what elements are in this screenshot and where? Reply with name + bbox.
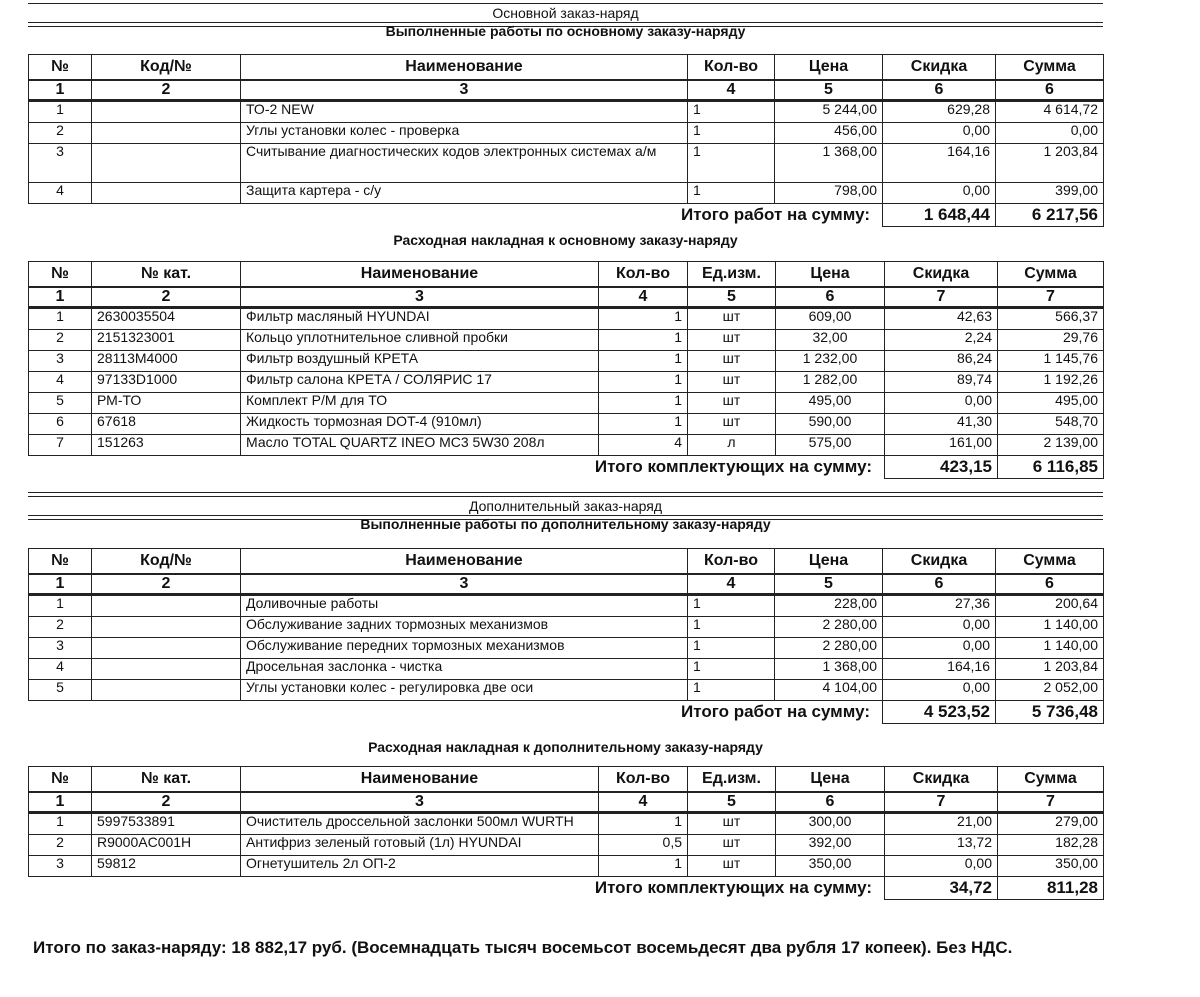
cell-discount: 27,36 — [883, 595, 996, 617]
cell-price: 575,00 — [776, 435, 885, 456]
cell-n: 2 — [29, 835, 92, 856]
column-number: 1 — [29, 792, 92, 813]
column-header: Кол-во — [599, 767, 688, 793]
cell-code — [92, 101, 241, 123]
column-header: № — [29, 55, 92, 81]
column-header: Скидка — [883, 55, 996, 81]
cell-name: Огнетушитель 2л ОП-2 — [241, 856, 599, 877]
column-number: 6 — [883, 574, 996, 595]
header-row — [29, 549, 1104, 575]
total-discount: 34,72 — [885, 877, 998, 900]
cell-name: Обслуживание передних тормозных механизмов — [241, 638, 688, 659]
cell-sum: 399,00 — [996, 183, 1104, 204]
cell-name: Антифриз зеленый готовый (1л) HYUNDAI — [241, 835, 599, 856]
column-number: 5 — [688, 287, 776, 308]
cell-qty: 1 — [599, 393, 688, 414]
header-row — [29, 767, 1104, 793]
cell-n: 1 — [29, 308, 92, 330]
column-number: 5 — [775, 80, 883, 101]
cell-price: 590,00 — [776, 414, 885, 435]
total-row — [29, 204, 1104, 227]
column-number: 7 — [998, 792, 1104, 813]
cell-sum: 1 145,76 — [998, 351, 1104, 372]
cell-name: Обслуживание задних тормозных механизмов — [241, 617, 688, 638]
cell-discount: 0,00 — [883, 680, 996, 701]
cell-qty: 1 — [688, 101, 775, 123]
cell-code: 28113M4000 — [92, 351, 241, 372]
table-row — [29, 638, 1104, 659]
cell-qty: 1 — [599, 856, 688, 877]
cell-n: 4 — [29, 659, 92, 680]
total-discount: 4 523,52 — [883, 701, 996, 724]
cell-code: 151263 — [92, 435, 241, 456]
cell-n: 1 — [29, 101, 92, 123]
cell-qty: 1 — [688, 638, 775, 659]
table-row — [29, 101, 1104, 123]
cell-n: 3 — [29, 351, 92, 372]
total-label: Итого комплектующих на сумму: — [594, 457, 872, 477]
main-works-title: Выполненные работы по основному заказу-наряду — [385, 23, 746, 39]
column-header: № кат. — [92, 767, 241, 793]
cell-price: 300,00 — [776, 813, 885, 835]
cell-price: 4 104,00 — [775, 680, 883, 701]
total-label: Итого комплектующих на сумму: — [594, 878, 872, 898]
cell-code: РМ-ТО — [92, 393, 241, 414]
column-number: 5 — [688, 792, 776, 813]
cell-price: 1 232,00 — [776, 351, 885, 372]
cell-price: 228,00 — [775, 595, 883, 617]
column-number: 4 — [688, 574, 775, 595]
table-row — [29, 659, 1104, 680]
cell-sum: 1 192,26 — [998, 372, 1104, 393]
column-number: 6 — [996, 574, 1104, 595]
column-number: 3 — [241, 80, 688, 101]
main-parts-table — [28, 261, 1104, 479]
cell-qty: 1 — [688, 123, 775, 144]
cell-n: 4 — [29, 372, 92, 393]
table-row — [29, 835, 1104, 856]
cell-n: 3 — [29, 638, 92, 659]
cell-sum: 495,00 — [998, 393, 1104, 414]
table-row — [29, 680, 1104, 701]
cell-sum: 2 139,00 — [998, 435, 1104, 456]
cell-code — [92, 638, 241, 659]
cell-sum: 29,76 — [998, 330, 1104, 351]
column-number: 3 — [241, 792, 599, 813]
cell-sum: 1 140,00 — [996, 617, 1104, 638]
cell-sum: 566,37 — [998, 308, 1104, 330]
cell-sum: 4 614,72 — [996, 101, 1104, 123]
cell-qty: 1 — [599, 351, 688, 372]
column-header: № — [29, 549, 92, 575]
cell-discount: 0,00 — [883, 183, 996, 204]
cell-qty: 1 — [599, 330, 688, 351]
column-header: Сумма — [998, 262, 1104, 288]
column-header: Скидка — [883, 549, 996, 575]
cell-sum: 182,28 — [998, 835, 1104, 856]
cell-code: 67618 — [92, 414, 241, 435]
cell-qty: 1 — [688, 183, 775, 204]
table-row — [29, 856, 1104, 877]
cell-unit: л — [688, 435, 776, 456]
column-number: 2 — [92, 792, 241, 813]
column-number: 3 — [241, 574, 688, 595]
column-number: 1 — [29, 287, 92, 308]
header-row — [29, 262, 1104, 288]
column-header: № кат. — [92, 262, 241, 288]
total-sum: 5 736,48 — [996, 701, 1104, 724]
column-header: Ед.изм. — [688, 262, 776, 288]
column-number: 6 — [776, 792, 885, 813]
cell-code — [92, 123, 241, 144]
table-row — [29, 144, 1104, 183]
column-number: 4 — [599, 287, 688, 308]
cell-unit: шт — [688, 813, 776, 835]
main-parts-title: Расходная накладная к основному заказу-наряду — [393, 232, 738, 248]
column-header: Кол-во — [688, 55, 775, 81]
cell-discount: 13,72 — [885, 835, 998, 856]
cell-qty: 1 — [599, 372, 688, 393]
table-row — [29, 393, 1104, 414]
cell-price: 456,00 — [775, 123, 883, 144]
cell-name: Дросельная заслонка - чистка — [241, 659, 688, 680]
column-number: 2 — [92, 80, 241, 101]
column-number: 6 — [883, 80, 996, 101]
total-sum: 811,28 — [998, 877, 1104, 900]
total-label: Итого работ на сумму: — [681, 702, 870, 722]
cell-name: Очиститель дроссельной заслонки 500мл WURTH — [241, 813, 599, 835]
main-order-section-title: Основной заказ-наряд — [28, 3, 1103, 23]
cell-unit: шт — [688, 835, 776, 856]
column-header: Скидка — [885, 262, 998, 288]
cell-price: 798,00 — [775, 183, 883, 204]
cell-qty: 1 — [599, 813, 688, 835]
cell-sum: 1 203,84 — [996, 659, 1104, 680]
column-number: 7 — [885, 287, 998, 308]
cell-sum: 1 140,00 — [996, 638, 1104, 659]
cell-unit: шт — [688, 330, 776, 351]
column-header: Сумма — [996, 55, 1104, 81]
cell-code: 2630035504 — [92, 308, 241, 330]
cell-unit: шт — [688, 351, 776, 372]
cell-discount: 41,30 — [885, 414, 998, 435]
cell-code — [92, 144, 241, 183]
additional-order-section-title: Дополнительный заказ-наряд — [28, 496, 1103, 516]
column-number-row — [29, 287, 1104, 308]
cell-code: 2151323001 — [92, 330, 241, 351]
cell-code: 59812 — [92, 856, 241, 877]
cell-sum: 0,00 — [996, 123, 1104, 144]
table-row — [29, 372, 1104, 393]
column-header: Цена — [775, 55, 883, 81]
cell-discount: 42,63 — [885, 308, 998, 330]
table-row — [29, 123, 1104, 144]
cell-unit: шт — [688, 856, 776, 877]
column-number: 7 — [885, 792, 998, 813]
table-row — [29, 308, 1104, 330]
cell-discount: 0,00 — [883, 638, 996, 659]
cell-discount: 0,00 — [883, 617, 996, 638]
cell-n: 2 — [29, 123, 92, 144]
column-header: Наименование — [241, 767, 599, 793]
cell-price: 392,00 — [776, 835, 885, 856]
total-label: Итого работ на сумму: — [681, 205, 870, 225]
total-sum: 6 217,56 — [996, 204, 1104, 227]
cell-name: Углы установки колес - проверка — [241, 123, 688, 144]
main-works-table — [28, 54, 1104, 227]
cell-name: Фильтр салона КРЕТА / СОЛЯРИС 17 — [241, 372, 599, 393]
cell-price: 350,00 — [776, 856, 885, 877]
cell-code: 97133D1000 — [92, 372, 241, 393]
header-row — [29, 55, 1104, 81]
cell-price: 1 368,00 — [775, 144, 883, 183]
cell-sum: 548,70 — [998, 414, 1104, 435]
cell-qty: 1 — [688, 617, 775, 638]
cell-discount: 164,16 — [883, 659, 996, 680]
cell-discount: 164,16 — [883, 144, 996, 183]
cell-sum: 1 203,84 — [996, 144, 1104, 183]
column-header: № — [29, 262, 92, 288]
cell-sum: 350,00 — [998, 856, 1104, 877]
cell-discount: 89,74 — [885, 372, 998, 393]
column-number: 3 — [241, 287, 599, 308]
additional-works-title: Выполненные работы по дополнительному заказу-наряду — [360, 516, 771, 532]
column-header: Цена — [776, 767, 885, 793]
cell-discount: 86,24 — [885, 351, 998, 372]
cell-code: R9000AC001H — [92, 835, 241, 856]
cell-n: 2 — [29, 617, 92, 638]
column-header: № — [29, 767, 92, 793]
cell-discount: 2,24 — [885, 330, 998, 351]
cell-name: Доливочные работы — [241, 595, 688, 617]
column-header: Кол-во — [599, 262, 688, 288]
cell-n: 1 — [29, 595, 92, 617]
cell-name: Жидкость тормозная DOT-4 (910мл) — [241, 414, 599, 435]
cell-qty: 4 — [599, 435, 688, 456]
column-number: 6 — [996, 80, 1104, 101]
cell-code — [92, 617, 241, 638]
additional-parts-title: Расходная накладная к дополнительному заказу-наряду — [368, 739, 763, 755]
column-header: Код/№ — [92, 55, 241, 81]
column-header: Цена — [776, 262, 885, 288]
cell-n: 5 — [29, 680, 92, 701]
cell-price: 5 244,00 — [775, 101, 883, 123]
additional-works-table — [28, 548, 1104, 724]
cell-name: Фильтр воздушный КРЕТА — [241, 351, 599, 372]
cell-name: Защита картера - с/у — [241, 183, 688, 204]
cell-qty: 1 — [688, 659, 775, 680]
cell-price: 2 280,00 — [775, 638, 883, 659]
cell-code — [92, 183, 241, 204]
cell-n: 6 — [29, 414, 92, 435]
cell-qty: 1 — [599, 414, 688, 435]
cell-sum: 279,00 — [998, 813, 1104, 835]
cell-code — [92, 659, 241, 680]
cell-unit: шт — [688, 372, 776, 393]
column-number: 5 — [775, 574, 883, 595]
cell-n: 5 — [29, 393, 92, 414]
total-row — [29, 701, 1104, 724]
cell-name: Углы установки колес - регулировка две оси — [241, 680, 688, 701]
column-number-row — [29, 80, 1104, 101]
column-number: 7 — [998, 287, 1104, 308]
cell-qty: 0,5 — [599, 835, 688, 856]
total-discount: 423,15 — [885, 456, 998, 479]
cell-sum: 200,64 — [996, 595, 1104, 617]
column-header: Наименование — [241, 262, 599, 288]
column-header: Сумма — [998, 767, 1104, 793]
table-row — [29, 813, 1104, 835]
column-header: Сумма — [996, 549, 1104, 575]
column-number-row — [29, 792, 1104, 813]
cell-unit: шт — [688, 308, 776, 330]
cell-name: Масло TOTAL QUARTZ INEO MC3 5W30 208л — [241, 435, 599, 456]
cell-name: Фильтр масляный HYUNDAI — [241, 308, 599, 330]
cell-n: 1 — [29, 813, 92, 835]
column-number: 2 — [92, 574, 241, 595]
cell-price: 1 368,00 — [775, 659, 883, 680]
cell-n: 2 — [29, 330, 92, 351]
total-row — [29, 877, 1104, 900]
column-header: Код/№ — [92, 549, 241, 575]
total-discount: 1 648,44 — [883, 204, 996, 227]
cell-price: 1 282,00 — [776, 372, 885, 393]
cell-name: Кольцо уплотнительное сливной пробки — [241, 330, 599, 351]
column-number: 4 — [599, 792, 688, 813]
cell-unit: шт — [688, 393, 776, 414]
cell-sum: 2 052,00 — [996, 680, 1104, 701]
cell-discount: 161,00 — [885, 435, 998, 456]
cell-price: 495,00 — [776, 393, 885, 414]
cell-n: 4 — [29, 183, 92, 204]
cell-discount: 0,00 — [885, 393, 998, 414]
total-sum: 6 116,85 — [998, 456, 1104, 479]
table-row — [29, 617, 1104, 638]
column-number-row — [29, 574, 1104, 595]
table-row — [29, 435, 1104, 456]
total-row — [29, 456, 1104, 479]
cell-code: 5997533891 — [92, 813, 241, 835]
column-number: 1 — [29, 80, 92, 101]
table-row — [29, 351, 1104, 372]
column-number: 4 — [688, 80, 775, 101]
cell-discount: 21,00 — [885, 813, 998, 835]
column-header: Наименование — [241, 55, 688, 81]
cell-discount: 0,00 — [883, 123, 996, 144]
cell-price: 32,00 — [776, 330, 885, 351]
cell-n: 3 — [29, 856, 92, 877]
column-number: 1 — [29, 574, 92, 595]
cell-code — [92, 680, 241, 701]
cell-discount: 0,00 — [885, 856, 998, 877]
cell-n: 3 — [29, 144, 92, 183]
column-header: Ед.изм. — [688, 767, 776, 793]
column-header: Кол-во — [688, 549, 775, 575]
cell-name: ТО-2 NEW — [241, 101, 688, 123]
cell-qty: 1 — [599, 308, 688, 330]
cell-qty: 1 — [688, 595, 775, 617]
column-header: Наименование — [241, 549, 688, 575]
column-header: Скидка — [885, 767, 998, 793]
cell-code — [92, 595, 241, 617]
additional-parts-table — [28, 766, 1104, 900]
cell-price: 2 280,00 — [775, 617, 883, 638]
cell-discount: 629,28 — [883, 101, 996, 123]
grand-total-text: Итого по заказ-наряду: 18 882,17 руб. (Восемнадцать тысяч восемьсот восемьдесят два рубля 17 копеек). Без НДС. — [33, 938, 1013, 957]
cell-qty: 1 — [688, 144, 775, 183]
column-number: 2 — [92, 287, 241, 308]
table-row — [29, 414, 1104, 435]
cell-unit: шт — [688, 414, 776, 435]
cell-name: Считывание диагностических кодов электронных системах а/м — [241, 144, 688, 183]
column-header: Цена — [775, 549, 883, 575]
cell-name: Комплект Р/М для ТО — [241, 393, 599, 414]
cell-n: 7 — [29, 435, 92, 456]
table-row — [29, 330, 1104, 351]
table-row — [29, 595, 1104, 617]
column-number: 6 — [776, 287, 885, 308]
cell-price: 609,00 — [776, 308, 885, 330]
table-row — [29, 183, 1104, 204]
cell-qty: 1 — [688, 680, 775, 701]
